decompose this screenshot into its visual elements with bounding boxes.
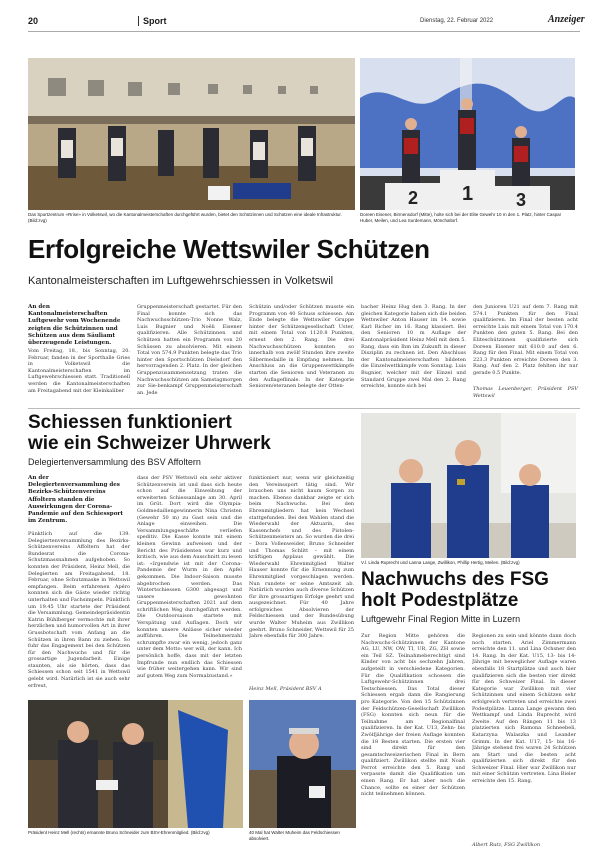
podium-number-2: 2 (408, 188, 419, 208)
shooting-range-photo (28, 58, 355, 210)
section-label: Sport (138, 16, 167, 26)
article1-col3: Schützin und/oder Schützen musste ein Programm von 40 Schuss schiessen. Am Ende belegte die Wettswiler Gruppe hinter der Schützengesellschaft Uster, mit einem Total von 1120.8 Punkten, erneut den 2. Rang. Die drei Nachwuchsschützen konnten so innerhalb von zwölf Stunden ihre zweite Silbermedaille in Empfang nehmen. Im Anschluss an die Gruppenwettkämpfe starten die Senioren und Veteranen zu den Auflageflinale. In der Kategorie Senioren/eteranen belegte der Otten- (249, 304, 354, 390)
article2-lead: An der Delegiertenversammlung des Bezirks-Schützenvereins Affoltern standen die Auswirkungen der Corona-Pandemie auf den Schiessport im Zentrum. (28, 475, 123, 525)
article1-title: Erfolgreiche Wettswiler Schützen (28, 234, 430, 264)
photo3-caption: Präsident Heinz Mell (rechts) ernannte Bruno Schneider zum BSV-Ehrenmitglied. (Bild:zvg) (28, 830, 210, 835)
article2-col3: funktioniert nur, wenn wir gleichzeitig den Vereinssport tätig sind. Wir brauchen uns nicht kaum Sorgen zu machen. Ebenso dankbar zeigte er sich beim Nachwuchs. Bei den Ehrenmitgliedern hat kein Wechsel stattgefunden. Bei den Wahlen stand die Wiederwahl der Aktuarin, des Kassenchefs und des Pistolen-Schützenmeisters an. So wurden die drei – Dora Vollenweider, Bruno Schneider und Thomas Schlitt – mit einem kräftigen Applaus gewählt. Die Wiederwahl Ehrenmitglied Walter Hauser konnte für die Ernennung zum Ehrenmitglied vorgeschlagen werden. Nun rundete er seine Amtszeit ab. Natürlich wurden auch diverse Schützen für ihre grossartigen Erfolge geehrt und ausgezeichnet. Für 40 Jahre erfolgreiches Absolvieren der Feldschiessen und der Bundesübung wurde Walter Muheim aus Zwillikon geehrt. Bruno Schneider, Wettswil für 25 Jahre ebenfalls für 300 Jahre. (249, 475, 354, 640)
article1-lead: An den Kantonalmeisterschaften Luftgewehr vom Wochenende zeigten die Schützinnen und Schützen aus dem Säuliamt überzeugende Leistungen. (28, 304, 121, 347)
article3-author: Albert Rutz, FSG Zwillikon (472, 842, 541, 848)
article3-col2: Regionen zu sein und könnte dann doch noch starten. Ariel Zimmermann erreichte den 11. und Lina Ochsner den 14. Rang. In der Kat. U15, 13- bis 14-Jährige mit beweglicher Auflage waren ebenfalls 18 Startplätze und auch hier qualifizieren sich die besten vier direkt für den Schweizer Final. In dieser Kategorie war Zwillikon mit vier Schützinnen und einem Schützen sehr erfolgreich vertreten und erreichte zwei Podestplätze. Lanna Lange gewann den Wettkampf und Linda Ruprecht wird Zweite. Auf den Rängen 11 bis 13 platzierten sich Ramona Schneebeli, Katarzyna Walaszka und Leander Grimm. In der Kat. U17, 15- bis 16-Jährige stehend frei waren 24 Schützen am Start und die besten acht qualifizierten sich direkt für den Schweizer Final. Hier war Zwillikon nur mit einer Schützin vertreten. Lina Bieler erreichte den 15. Rang. (472, 633, 576, 785)
divider (28, 408, 580, 409)
article1-subtitle: Kantonalmeisterschaften im Luftgewehrschiessen in Volketswil (28, 275, 334, 287)
podium-number-1: 1 (462, 183, 474, 205)
article1-col1: Vom Freitag, 18., bis Sonntag, 20. Februar, fanden in der Sporthalle Gries in Volketswil die Kantonalmeisterschaften im Luftgewehrschiessen statt. Traditionell werden die Kantonalmeisterschaften am Freitagabend mit der Kleinkaliber (28, 348, 130, 394)
page-number: 20 (28, 16, 39, 26)
article2-col2: dass der PSV Wettswil ein sehr aktiver Schützenverein ist und dass sich heute schon auf die Einweihung der erweiterten Schiessanlage am 30. April im Grüt. Dort wird die Olympia-Goldmedaillengewinnerin Nina Christen (Gewehr 50 m) zu Gast sein und die Anlage einweihen. Die Versammlungsgeschäfte verliefen speditiv. Die Kasse konnte mit einem kleinen Gewinn aufweisen und der Bericht des Präsidenten war kurz und kritisch, wie aus dem Ausschnitt zu lesen ist: «Irgendwie ist mit der Corona-Pandemie der Wurm in den Apfel gekommen. Die Indoor-Saison musste abgebrochen werden. Das Wintertschiessen G300 abgesagt und unsere gewohnten Gruppenmeisterschaften 2021 auf dem schriftlichen Weg durchgeführt werden. Die Outdoorsaison startete mit Verspätung und Auflagen. Doch wir konnten unsere Anlässe sicher wieder aufführen. Die Teilnehmerzahl schrumpfte zwar ein wenig, jedoch ganz unter dem Motto: wer will, der kann. Ich persönlich hoffe, dass mit der letzten Impfrunde nun endlich das Schiessen wie früher weitergehen kann. Wir sind auf gutem Weg zum Normalzustand.» (137, 475, 242, 679)
walter-muheim-photo (249, 700, 356, 828)
article2-author: Heinz Mell, Präsident BSV A (249, 686, 322, 692)
article2-subtitle: Delegiertenversammlung des BSV Affoltern (28, 457, 201, 467)
article3-title-line1: Nachwuchs des FSG (361, 569, 549, 590)
article3-col1: Zur Region Mitte gehören die Nachwuchs-Schützinnen der Kantone AG, LU, NW, OW, TI, UR, ZG, ZH sowie ein Teil SZ. Teilnahmeberechtigt sind Kinder von acht bis sechzehn Jahren, aufgeteilt in verschiedene Kategorien. Für die Qualifikation schossen die Luftgewehr-Schützinnen drei Testschiessen. Das Total dieser Schiessen ergab dann die Rangierung pro Kategorie. Von den 15 Schützinnen der Feldschützen-Gesellschaft Zwillikon (FSG) konnten sich neun für die Teilnahme am Regionalfinal qualifizieren. In der Kat. U13, Zehn- bis Zwölfjährige der freien Auflage konnten die 18 Besten starten. Die ersten vier sind direkt für den gesamtschweizerischen Final in Bern qualifiziert. Zwillikon stellte mit Noah Perrot erreichte den 5. Rang und verpasste damit die Qualifikation um einen Rang. Er hat aber noch die Chance, sollte es einer der Schützen nicht teilnehmen können. (361, 633, 465, 798)
honorary-member-photo (28, 700, 243, 828)
podium-photo (360, 58, 575, 210)
article1-col5: den Junioren U21 auf dem 7. Rang mit 574.1 Punkten für den Final qualifizieren. Im Final der besten acht erreichte Luis mit einem Total von 170.4 Punkten den guten 5. Rang. Bei den Eliteschützinnen qualifizierte sich Doreen Eisener mit 610.0 auf den 6. Rang für den Final. Mit einem Total von 223.3 Punkten erreichte Doreen den 3. Rang. Auf den 2. Platz fehlten ihr nur gerade 0.5 Punkte. (473, 304, 578, 376)
photo5-caption: V.l. Linda Ruprecht und Lanna Lange, Zwillikon, Phillip Hertig, Meilen. (Bild:zvg) (361, 560, 520, 565)
article3-title-line2: holt Podestplätze (361, 590, 519, 611)
page-header (28, 14, 585, 32)
article2-col1: Pünktlich auf die 139. Delegiertenversammlung des Bezirks-Schützenvereins Affoltern hat der Bundesrat die Corona-Schutzmassnahmen aufgehoben. So konnten der Präsident, Heinz Mell, die Delegierten am Freitagabend, 18. Februar, ohne Schutzmaske in Wettswil empfangen. Beim erfahrenen Apéro konnten sich die Gäste wieder richtig unterhalten und Fachsimpeln. Pünktlich um 19.45 Uhr startete der Präsident die Versammlung. Gemeindepräsidentin Katrin Bühlberger vermochte mit ihrer herzlichen und humorvollen Art in ihrer Grussbotschaft vom Anfang an die Schützen in ihren Bann zu ziehen. So fuhr das Engagement bei den Schützen für den Nachwuchs und für die grossartige Jugendarbeit. Einige staunten, als sie hörten, dass das Schiessen schon seit 1541 in Wettswil gelebt wird. Natürlich ist sie auch sehr erfreut, (28, 531, 130, 689)
article1-col4: bacher Heinz Hug den 3. Rang. In der gleichen Kategorie haben sich die beiden Wettswiler Anton Hauser im 14. sowie Karl Richer im 16. Rang klassiert. Bei den Senioren 10 m Auflage der Kantonalpräsident Heinz Mell mit dem 5. Rang, dass ein Ihm im Zukunft in dieser Disziplin zu rechnen ist. Den Abschluss der Kantonalmeisterschaften bildeten die Einzelwettkämpfe vom Sonntag. Luis Bugnier, welcher mit der Einzel und Standard Gruppe zwei Mal den 2. Rang erreichte, konnte sich bei (361, 304, 467, 390)
photo4-caption: 40 Mal hat Walter Muheim das Feldschiessen absolviert. (249, 830, 340, 841)
photo1-caption: Das Sportzentrum «Rrise» in Volketswil, wo die Kantonalmeisterschaften durchgeführt wurden, bietet den Schützinnen und Schützen eine ideale Infrastruktur. (Bild:zvg) (28, 212, 342, 223)
issue-date: Dienstag, 22. Februar 2022 (420, 18, 494, 24)
article1-author: Thomas Leuenberger, Präsident PSV Wettswil (473, 386, 578, 399)
podium-number-3: 3 (516, 190, 527, 210)
newspaper-logo: Anzeiger (548, 14, 585, 25)
article2-title-line1: Schiessen funktioniert (28, 412, 232, 433)
article2-title-line2: wie ein Schweizer Uhrwerk (28, 433, 271, 454)
photo2-caption: Doreen Eisener, Birmensdorf (Mitte), holte sich bei der Elite Gewehr 10 m den 1. Platz, hinter Caspar Huber, Meilen, und Lea Surdemann, Mönchaltorf. (360, 212, 562, 223)
young-shooters-photo (361, 413, 576, 558)
article3-subtitle: Luftgewehr Final Region Mitte in Luzern (361, 614, 521, 624)
article1-col2: Gruppenmeisterschaft gestartet. Für den Final konnte sich das Nachwuchsschützen-Trio Nonne Walz, Luis Bugnier und Noëli Eisener qualifizieren. Alle Schützinnen und Schützen hatten ein Programm von 20 Schüssen zu absolvieren. Mit einem Total von 574.9 Punkten belegte das Trio hinter den Sportschützen Dielsdorf den hervorragenden 2. Platz. In der gleichen Gruppenzusammensetzung traten die Nachwuchsschützen am Samstagmorgen zur Sie-benkampf Gruppenmeisterschaft an. Jede (137, 304, 242, 396)
